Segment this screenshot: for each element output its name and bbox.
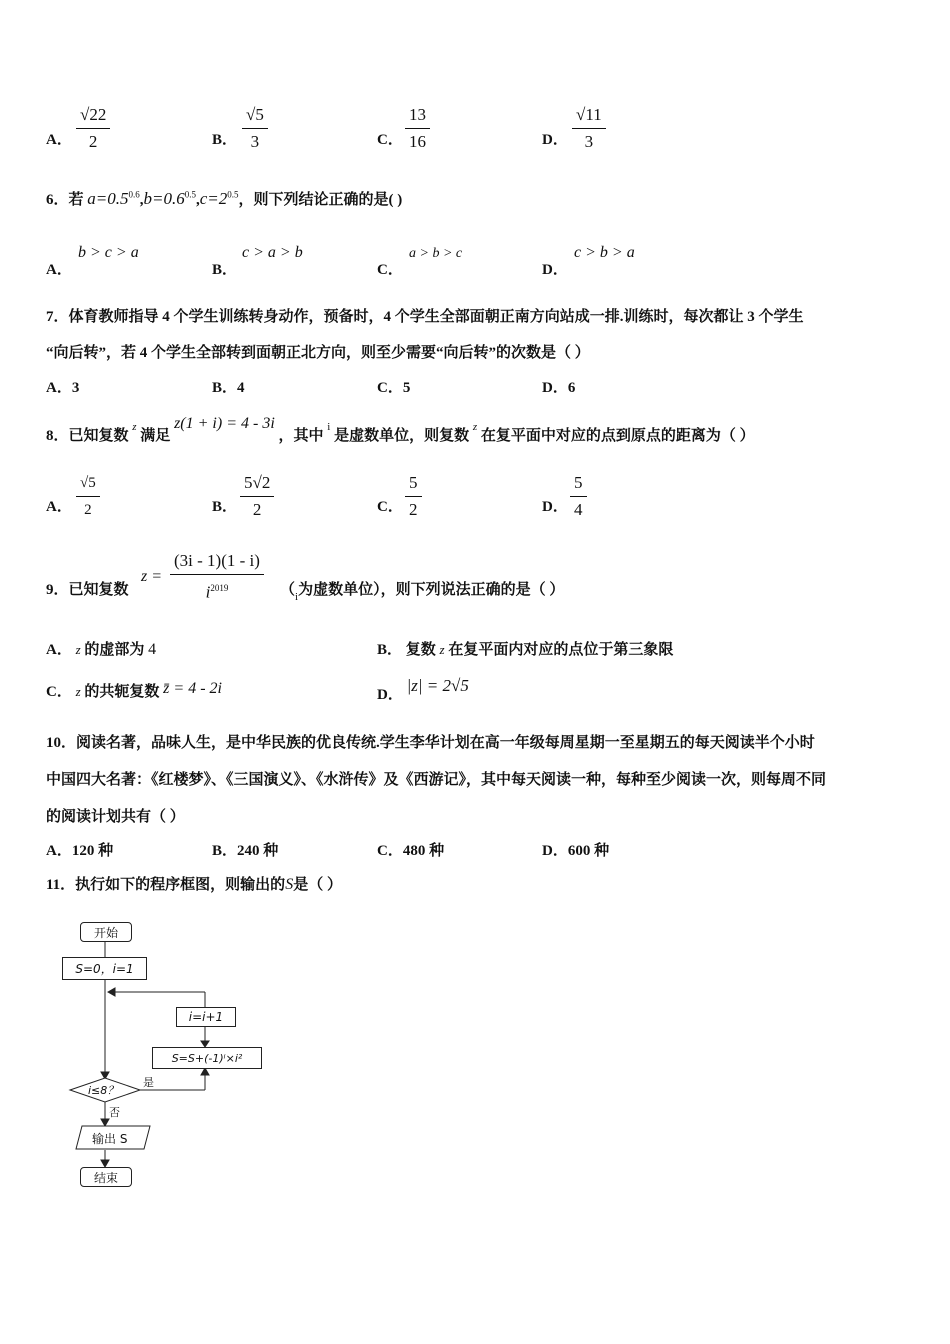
option-label: D． bbox=[542, 499, 568, 515]
option-label: A． bbox=[46, 132, 72, 148]
option-text: 5 bbox=[402, 380, 411, 396]
denominator: 2 bbox=[252, 500, 262, 519]
q9-i: i bbox=[295, 591, 299, 603]
option-label: B． bbox=[212, 132, 238, 148]
option-label: A． bbox=[46, 843, 72, 859]
flowchart-yes-label: 是 bbox=[143, 1076, 154, 1089]
numerator: √5 bbox=[76, 472, 100, 497]
option-text: 120 种 bbox=[71, 843, 114, 859]
flowchart-condition: i≤8？ bbox=[88, 1084, 119, 1097]
numerator: 5√2 bbox=[240, 472, 274, 497]
option-label: D． bbox=[542, 132, 568, 148]
option-label: B． bbox=[212, 380, 238, 396]
numerator: 5 bbox=[405, 472, 422, 497]
q8-part5: 在复平面中对应的点到原点的距离为（ ） bbox=[480, 428, 755, 444]
option-text: 3 bbox=[71, 380, 80, 396]
option-pre: 复数 bbox=[405, 642, 436, 658]
q8-z: z bbox=[132, 421, 137, 433]
b-exp: 0.5 bbox=[184, 189, 196, 200]
denominator: 2 bbox=[84, 502, 92, 518]
option-label: A． bbox=[46, 642, 72, 658]
option-label: C． bbox=[377, 262, 403, 278]
option-label: C． bbox=[377, 132, 403, 148]
q8-part2: 满足 bbox=[140, 428, 171, 444]
q11-part1: 11．执行如下的程序框图，则输出的 bbox=[46, 877, 286, 893]
q7-line2: “向后转”，若 4 个学生全部转到面朝正北方向，则至少需要“向后转”的次数是（ ） bbox=[46, 345, 590, 361]
paren: （ bbox=[280, 582, 296, 598]
flowchart-no-label: 否 bbox=[109, 1106, 120, 1119]
flowchart-end: 结束 bbox=[80, 1167, 132, 1187]
option-label: D． bbox=[542, 380, 568, 396]
q8-part4: 是虚数单位，则复数 bbox=[334, 428, 470, 444]
denominator: 16 bbox=[409, 132, 426, 151]
option-label: D． bbox=[542, 843, 568, 859]
option-label: A． bbox=[46, 499, 72, 515]
q6-tail: ，则下列结论正确的是( ) bbox=[238, 192, 403, 208]
flowchart-init: S=0，i=1 bbox=[62, 957, 147, 980]
q6-number: 6．若 bbox=[46, 192, 84, 208]
option-label: A． bbox=[46, 380, 72, 396]
option-label: C． bbox=[377, 843, 403, 859]
q8-equation: z(1 + i) = 4 - 3i bbox=[174, 415, 275, 432]
option-label: B． bbox=[212, 499, 238, 515]
denominator: 3 bbox=[250, 132, 260, 151]
denominator: 2 bbox=[409, 500, 418, 519]
flowchart-increment: i=i+1 bbox=[176, 1007, 236, 1027]
numerator: √11 bbox=[572, 104, 606, 129]
option-text: c > b > a bbox=[574, 244, 635, 261]
flowchart-start: 开始 bbox=[80, 922, 132, 942]
option-text: a > b > c bbox=[409, 246, 463, 261]
flowchart-update: S=S+(-1)ⁱ×i² bbox=[152, 1047, 262, 1069]
option-text: 480 种 bbox=[402, 843, 445, 859]
option-label: B． bbox=[212, 262, 238, 278]
denominator: 4 bbox=[574, 500, 583, 519]
option-text: 4 bbox=[237, 380, 245, 396]
option-label: C． bbox=[377, 380, 403, 396]
q6-stem: 6．若 $a=0.5^{0.6},b=0.6^{0.5},c=2^{0.5}$，则下列结论正确的是( ) bbox=[46, 189, 403, 208]
option-label: C． bbox=[377, 499, 403, 515]
option-label: A． bbox=[46, 262, 72, 278]
numerator: √5 bbox=[242, 104, 268, 129]
a-expr: a=0.5 bbox=[87, 189, 129, 208]
option-text: 在复平面内对应的点位于第三象限 bbox=[448, 642, 674, 658]
q9-lhs: z = bbox=[141, 568, 163, 585]
q8-i: i bbox=[327, 421, 331, 433]
denominator: 2 bbox=[88, 132, 98, 151]
q8-z-2: z bbox=[472, 421, 478, 433]
option-text: 的虚部为 bbox=[84, 642, 145, 658]
option-label: B． bbox=[212, 843, 238, 859]
option-label: B． bbox=[377, 642, 403, 658]
q8-part3: ，其中 bbox=[278, 428, 324, 444]
q10-line1: 10．阅读名著，品味人生，是中华民族的优良传统.学生李华计划在高一年级每周星期一至星期五的每天阅读半个小时 bbox=[46, 735, 815, 751]
option-z: z bbox=[75, 642, 81, 657]
option-z: z bbox=[75, 684, 81, 699]
denominator: 3 bbox=[584, 132, 594, 151]
numerator: 5 bbox=[570, 472, 587, 497]
option-label: C． bbox=[46, 684, 72, 700]
option-z: z bbox=[439, 642, 445, 657]
numerator: √22 bbox=[76, 104, 110, 129]
q7-line1: 7．体育教师指导 4 个学生训练转身动作，预备时，4 个学生全部面朝正南方向站成一排.训练时，每次都让 3 个学生 bbox=[46, 309, 804, 325]
q8-part1: 8．已知复数 bbox=[46, 428, 129, 444]
c-exp: 0.5 bbox=[227, 189, 239, 200]
a-exp: 0.6 bbox=[128, 189, 140, 200]
option-text: 240 种 bbox=[237, 843, 279, 859]
c-expr: c=2 bbox=[199, 189, 228, 208]
option-text: b > c > a bbox=[78, 244, 139, 261]
q9-part1: 9．已知复数 bbox=[46, 582, 129, 598]
option-text: c > a > b bbox=[242, 244, 303, 261]
numerator: 13 bbox=[405, 104, 430, 129]
flowchart-output: 输出 S bbox=[92, 1132, 128, 1146]
option-label: D． bbox=[542, 262, 568, 278]
q10-line2: 中国四大名著：《红楼梦》、《三国演义》、《水浒传》及《西游记》，其中每天阅读一种，每种至少阅读一次，则每周不同 bbox=[46, 772, 827, 788]
q11-part2: 是（ ） bbox=[293, 877, 342, 893]
q11-s: S bbox=[285, 876, 294, 893]
q10-line3: 的阅读计划共有（ ） bbox=[46, 809, 185, 825]
option-math: |z| = 2√5 bbox=[406, 676, 469, 695]
q9-part2: 为虚数单位），则下列说法正确的是（ ） bbox=[298, 582, 565, 598]
den-base: i bbox=[205, 582, 211, 602]
option-math: z̄ = 4 - 2i bbox=[163, 680, 222, 697]
option-text: 600 种 bbox=[567, 843, 610, 859]
numerator: (3i - 1)(1 - i) bbox=[170, 550, 264, 575]
option-text: 6 bbox=[567, 380, 576, 396]
option-math: 4 bbox=[148, 641, 157, 658]
option-label: D． bbox=[377, 687, 403, 703]
den-exp: 2019 bbox=[210, 583, 229, 593]
b-expr: b=0.6 bbox=[143, 189, 185, 208]
option-text: 的共轭复数 bbox=[84, 684, 160, 700]
